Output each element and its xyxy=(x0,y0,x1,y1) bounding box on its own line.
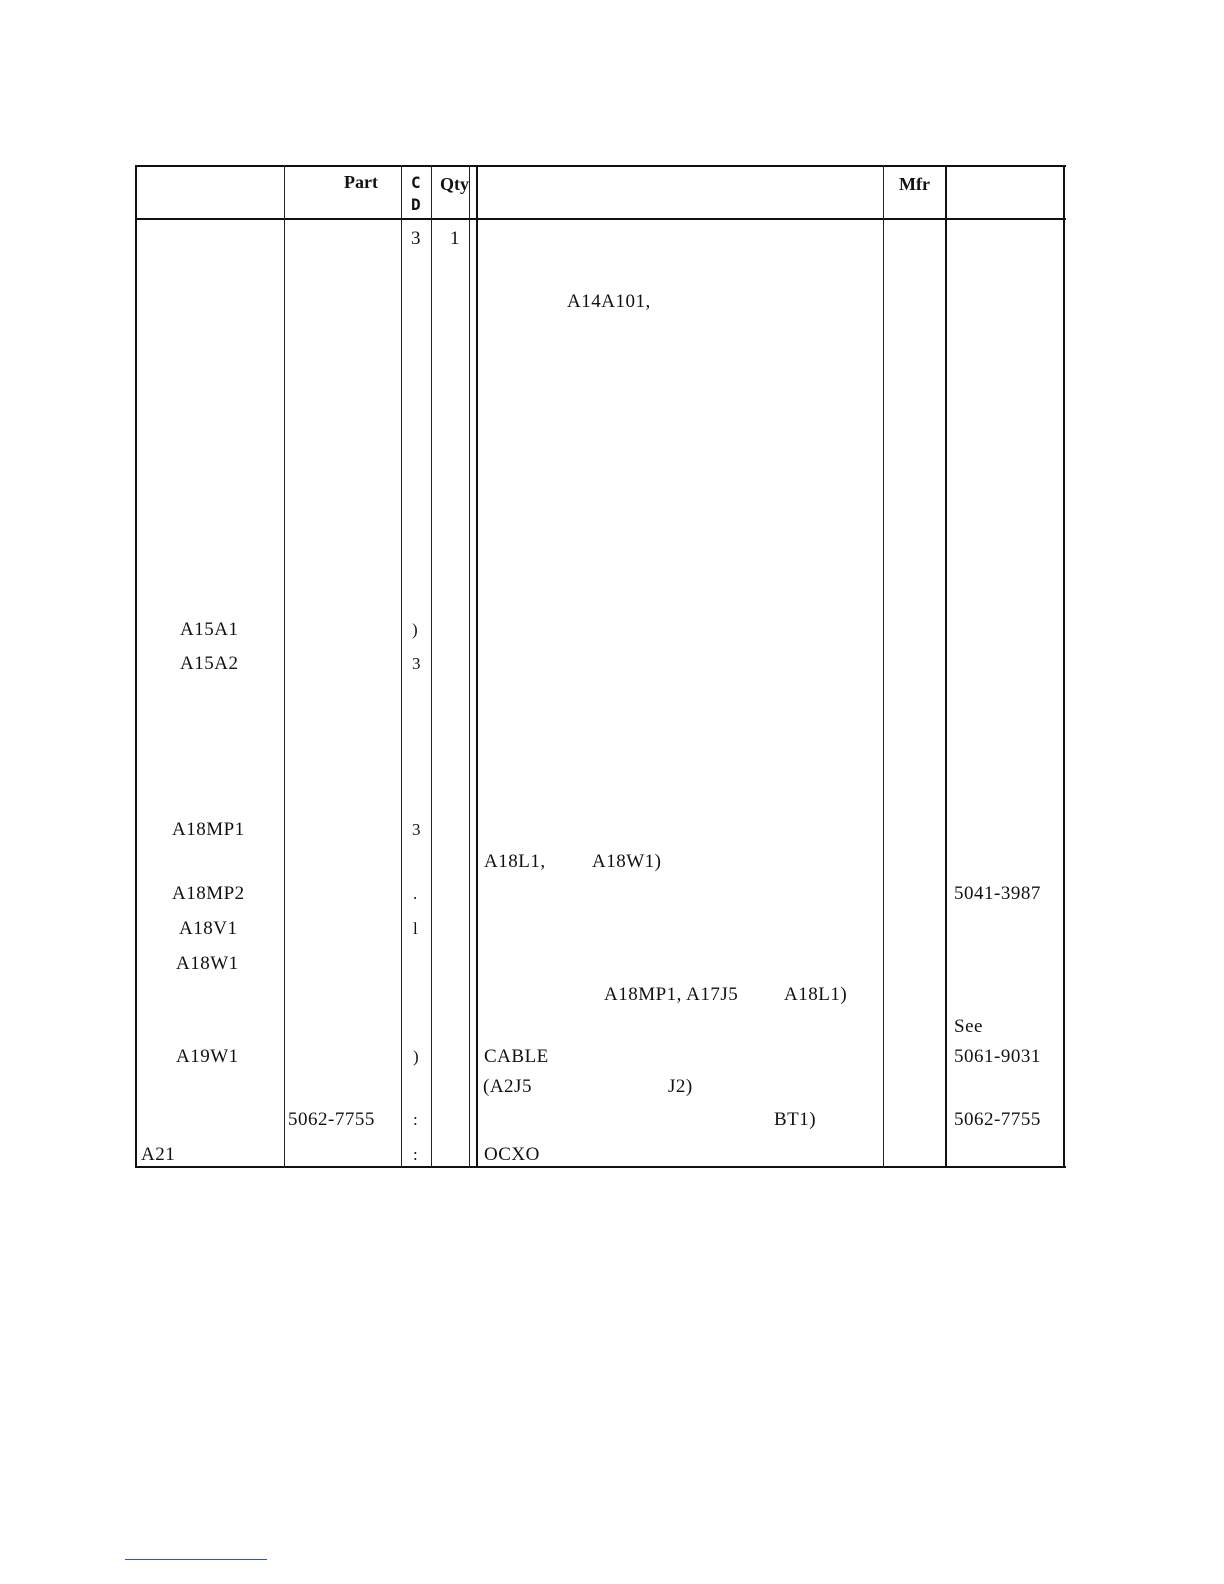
cell-mfr-part: See xyxy=(954,1016,983,1037)
cell-description: (A2J5 xyxy=(483,1076,532,1097)
cell-description: A18MP1, A17J5 xyxy=(604,984,739,1005)
cell-reference: A18V1 xyxy=(179,918,238,939)
table-top-border xyxy=(135,165,1066,167)
cell-description: J2) xyxy=(668,1076,693,1097)
cell-reference: A18MP1 xyxy=(172,819,245,840)
cell-reference: A18MP2 xyxy=(172,883,245,904)
cell-mfr-part: 5041-3987 xyxy=(954,883,1041,904)
cell-cd: l xyxy=(413,919,418,938)
table-left-border xyxy=(135,165,137,1168)
col-divider-desc xyxy=(476,165,478,1168)
footer-link-underline xyxy=(125,1559,267,1560)
col-divider-part xyxy=(401,165,402,1168)
cell-description: A18L1, xyxy=(484,851,546,872)
cell-cd: 3 xyxy=(411,228,421,249)
cell-mfr-part: 5062-7755 xyxy=(954,1109,1041,1130)
header-mfr: Mfr xyxy=(899,174,930,194)
col-divider-mfr xyxy=(883,165,884,1168)
header-qty: Qty xyxy=(440,174,469,194)
table-bottom-border xyxy=(135,1166,1066,1168)
cell-mfr-part: 5061-9031 xyxy=(954,1046,1041,1067)
col-divider-qty xyxy=(469,165,470,1168)
cell-reference: A19W1 xyxy=(176,1046,239,1067)
cell-reference: A15A2 xyxy=(180,653,239,674)
cell-reference: A21 xyxy=(141,1144,176,1165)
cell-description: OCXO xyxy=(484,1144,540,1165)
col-divider-mfr-code xyxy=(945,165,947,1168)
cell-reference: A15A1 xyxy=(180,619,239,640)
cell-qty: 1 xyxy=(450,228,460,249)
cell-cd: ) xyxy=(412,620,418,639)
cell-description: A18L1) xyxy=(784,984,848,1005)
col-divider-cd xyxy=(431,165,432,1168)
cell-part-number: 5062-7755 xyxy=(288,1109,375,1130)
header-bottom-border xyxy=(135,218,1066,220)
cell-description: CABLE xyxy=(484,1046,549,1067)
cell-cd: : xyxy=(413,1145,418,1164)
cell-cd: ) xyxy=(413,1047,419,1066)
header-cd-bottom: D xyxy=(411,195,421,214)
cell-cd: . xyxy=(413,884,418,903)
cell-cd: 3 xyxy=(412,820,421,839)
header-part: Part xyxy=(344,172,378,192)
cell-description: BT1) xyxy=(774,1109,817,1130)
cell-description: A14A101, xyxy=(567,291,651,312)
cell-description: A18W1) xyxy=(592,851,662,872)
header-cd-top: C xyxy=(411,173,421,192)
cell-reference: A18W1 xyxy=(176,953,239,974)
table-right-border xyxy=(1063,165,1065,1168)
cell-cd: 3 xyxy=(412,654,421,673)
cell-cd: : xyxy=(413,1110,418,1129)
col-divider-ref xyxy=(284,165,285,1168)
